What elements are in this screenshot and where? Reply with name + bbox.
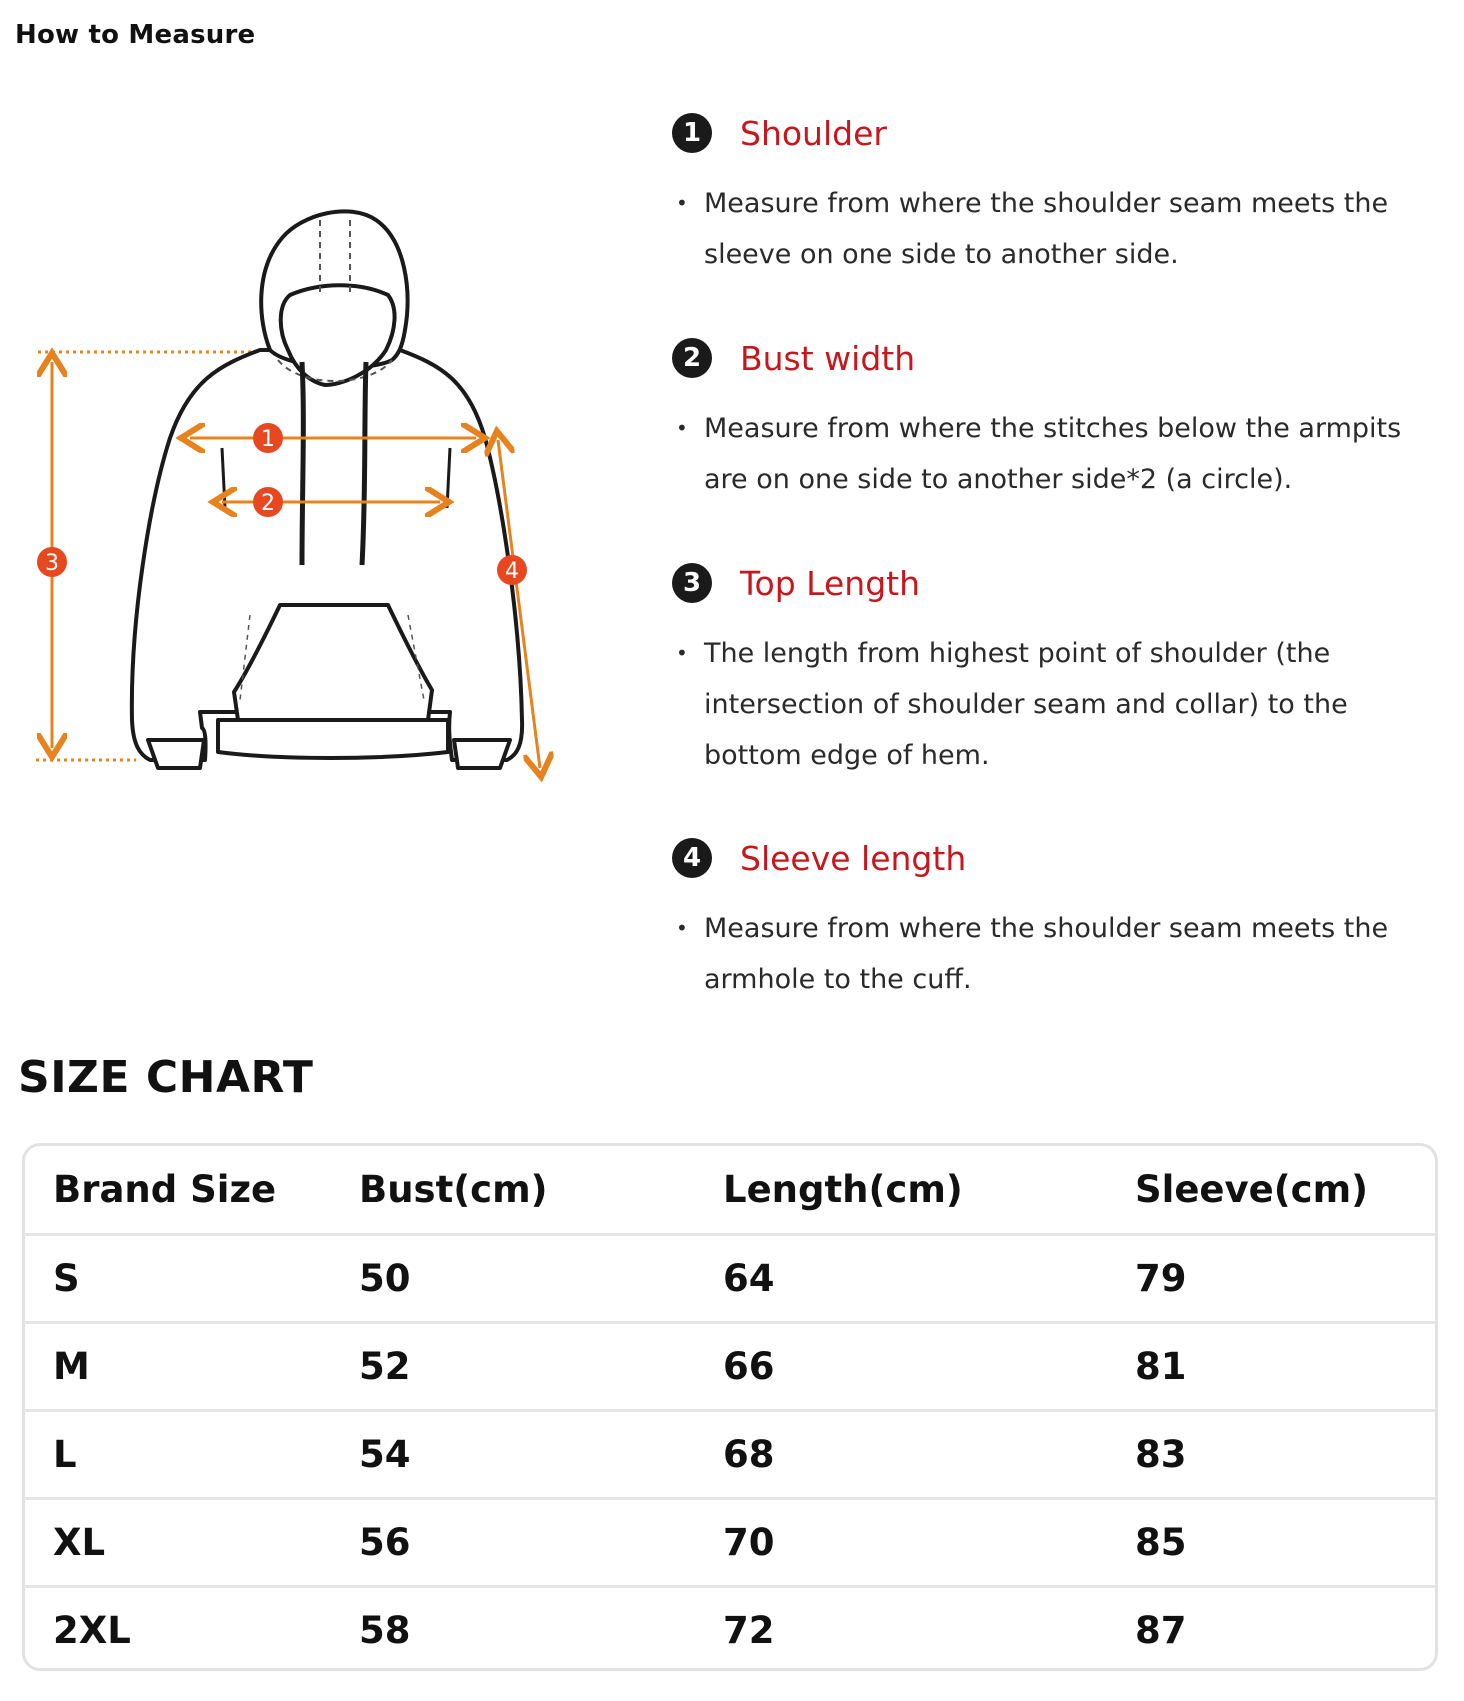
measure-item-top-length	[672, 558, 1452, 781]
cell-sleeve: 81	[1135, 1322, 1435, 1410]
header-brand-size: Brand Size	[25, 1146, 359, 1234]
cell-bust: 54	[359, 1410, 723, 1498]
size-chart-title: SIZE CHART	[18, 1052, 314, 1103]
measure-description: • Measure from where the shoulder seam meets the sleeve on one side to another side.	[672, 178, 1444, 280]
measure-name: Bust width	[740, 338, 916, 378]
number-badge-icon: 3	[672, 563, 712, 603]
cell-size: S	[25, 1234, 359, 1322]
page-title: How to Measure	[15, 20, 256, 50]
header-length: Length(cm)	[723, 1146, 1135, 1234]
measure-name: Sleeve length	[740, 838, 967, 878]
hoodie-diagram	[20, 200, 600, 860]
cell-length: 72	[723, 1609, 775, 1653]
cell-sleeve: 87	[1135, 1609, 1187, 1653]
marker-2-label: 2	[261, 491, 275, 516]
measure-description: • Measure from where the stitches below the armpits are on one side to another side*2 (a circle).	[672, 403, 1444, 505]
cell-length: 64	[723, 1234, 1135, 1322]
size-chart-table-container	[22, 1143, 1438, 1671]
cell-size: XL	[25, 1498, 359, 1586]
cell-size: 2XL	[53, 1609, 131, 1653]
table-header-row	[25, 1146, 1435, 1234]
measure-item-sleeve-length	[672, 833, 1452, 1005]
cell-bust: 56	[359, 1498, 723, 1586]
cell-sleeve: 85	[1135, 1498, 1435, 1586]
measure-name: Shoulder	[740, 113, 887, 153]
table-row	[25, 1234, 1435, 1322]
table-row	[25, 1322, 1435, 1410]
number-badge-icon: 1	[672, 113, 712, 153]
table-row	[25, 1498, 1435, 1586]
number-badge-icon: 2	[672, 338, 712, 378]
marker-4-label: 4	[505, 559, 519, 584]
marker-3-label: 3	[45, 551, 59, 576]
number-badge-icon: 4	[672, 838, 712, 878]
size-chart-table	[25, 1146, 1435, 1671]
cell-sleeve: 83	[1135, 1410, 1435, 1498]
drawstring-left-icon	[302, 362, 303, 565]
cell-size: M	[25, 1322, 359, 1410]
marker-1-label: 1	[261, 427, 275, 452]
table-row	[25, 1410, 1435, 1498]
measure-item-bust-width	[672, 333, 1452, 505]
table-row	[25, 1586, 1435, 1671]
measure-name: Top Length	[740, 563, 921, 603]
cell-bust: 52	[359, 1322, 723, 1410]
cell-sleeve: 79	[1135, 1234, 1435, 1322]
cell-bust: 50	[359, 1234, 723, 1322]
cell-length: 66	[723, 1322, 1135, 1410]
measure-item-shoulder	[672, 108, 1452, 280]
header-sleeve: Sleeve(cm)	[1135, 1146, 1435, 1234]
measure-description: • The length from highest point of shoulder (the intersection of shoulder seam and collar) to the bottom edge of hem.	[672, 628, 1444, 781]
cell-bust: 58	[359, 1609, 411, 1653]
hoodie-outline-icon	[132, 211, 522, 768]
measure-description: • Measure from where the shoulder seam meets the armhole to the cuff.	[672, 903, 1444, 1005]
header-bust: Bust(cm)	[359, 1146, 723, 1234]
cell-length: 70	[723, 1498, 1135, 1586]
cell-length: 68	[723, 1410, 1135, 1498]
cell-size: L	[25, 1410, 359, 1498]
